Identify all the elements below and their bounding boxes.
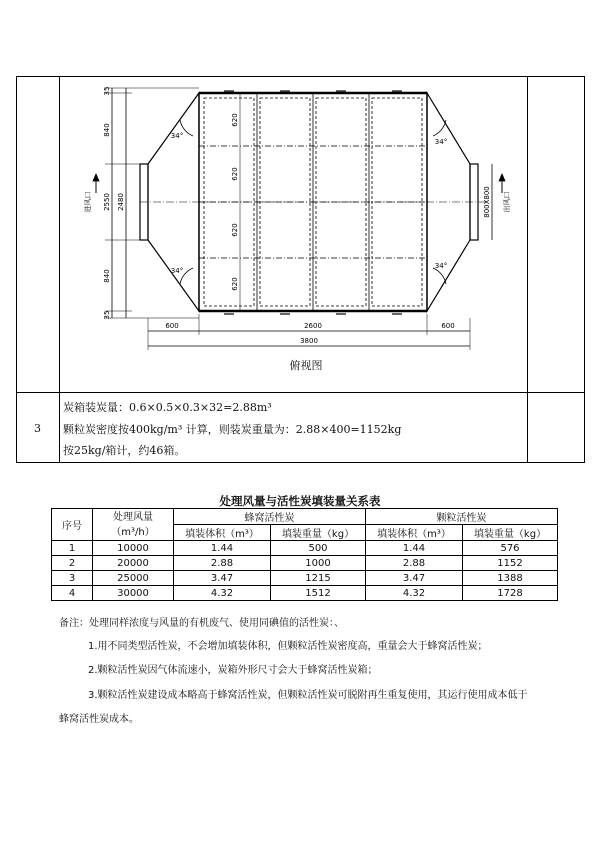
row3-line-2: 颗粒炭密度按400kg/m³ 计算，则装炭重量为：2.88×400=1152kg [63,423,402,436]
row3-index: 3 [34,422,41,435]
sub-weight-honeycomb: 填装重量（kg） [271,525,366,541]
header-flow-unit: （m³/h） [111,526,155,538]
cell: 3 [52,571,93,586]
dim-inner-0: 620 [231,113,239,127]
angle-label-bl: 34° [170,267,184,275]
header-honeycomb: 蜂窝活性炭 [174,509,366,525]
row3-line-1: 炭箱装炭量：0.6×0.5×0.3×32=2.88m³ [63,401,272,414]
cell: 2.88 [365,556,462,571]
table-row [52,571,558,586]
angle-label-br: 34° [434,262,448,270]
dim-left-1: 840 [103,123,111,137]
dim-left-5: 35 [103,310,111,320]
notes-item-2: 2.颗粒活性炭因气体流速小，炭箱外形尺寸会大于蜂窝活性炭箱； [88,665,378,676]
header-index: 序号 [52,509,93,541]
cell: 1 [52,541,93,556]
cell: 500 [271,541,366,556]
angle-label-tl: 34° [170,132,184,140]
cell: 2 [52,556,93,571]
notes-item-1: 1.用不同类型活性炭，不会增加填装体积，但颗粒活性炭密度高，重量会大于蜂窝活性炭； [88,641,488,652]
frame-top [16,76,585,77]
dim-left-2: 2550 [103,193,111,211]
cell: 576 [463,541,558,556]
header-granular: 颗粒活性炭 [365,509,557,525]
header-flow-label: 处理风量 [113,511,153,523]
notes-item-3: 3.颗粒活性炭建设成本略高于蜂窝活性炭，但颗粒活性炭可脱附再生重复使用，其运行使用成本低于 [88,690,528,701]
frame-col2 [527,76,528,463]
cell: 30000 [93,586,174,601]
dim-bottom-2: 600 [441,322,455,330]
cell: 4 [52,586,93,601]
dim-bottom-1: 2600 [304,322,322,330]
inlet-label: 进风口 [84,191,92,213]
frame-bottom [16,462,585,463]
frame-mid [16,392,585,393]
flow-carbon-table [51,508,558,601]
frame-left [16,76,17,463]
table-row [52,586,558,601]
notes-tail: 蜂窝活性炭成本。 [59,714,139,725]
cell: 3.47 [365,571,462,586]
cell: 1215 [271,571,366,586]
cell: 1388 [463,571,558,586]
frame-right [584,76,585,463]
cell: 25000 [93,571,174,586]
dim-inner-2: 620 [231,223,239,237]
dim-left-3: 2480 [117,193,125,211]
cell: 1728 [463,586,558,601]
cell: 3.47 [174,571,271,586]
dim-total: 3800 [300,337,318,345]
notes-intro: 备注：处理同样浓度与风量的有机废气、使用同碘值的活性炭：、 [59,618,344,629]
table-row [52,541,558,556]
cell: 1.44 [174,541,271,556]
cell: 1152 [463,556,558,571]
cell: 20000 [93,556,174,571]
table-title: 处理风量与活性炭填装量关系表 [219,494,381,508]
outlet-label: 出风口 [503,191,511,213]
outlet-size: 800X800 [483,186,491,218]
dim-left-0: 35 [103,86,111,96]
cell: 1512 [271,586,366,601]
dim-bottom-0: 600 [165,322,179,330]
cell: 4.32 [365,586,462,601]
cell: 2.88 [174,556,271,571]
header-flow [93,509,174,541]
angle-label-tr: 34° [434,138,448,146]
drawing-caption: 俯视图 [289,359,323,372]
cell: 4.32 [174,586,271,601]
cell: 10000 [93,541,174,556]
dim-inner-1: 620 [231,167,239,181]
top-view-drawing [60,78,526,378]
dim-inner-3: 620 [231,277,239,291]
sub-volume-granular: 填装体积（m³） [365,525,462,541]
cell: 1000 [271,556,366,571]
row3-line-3: 按25kg/箱计，约46箱。 [63,444,186,457]
dim-left-4: 840 [103,269,111,283]
cell: 1.44 [365,541,462,556]
table-row [52,556,558,571]
sub-weight-granular: 填装重量（kg） [463,525,558,541]
sub-volume-honeycomb: 填装体积（m³） [174,525,271,541]
